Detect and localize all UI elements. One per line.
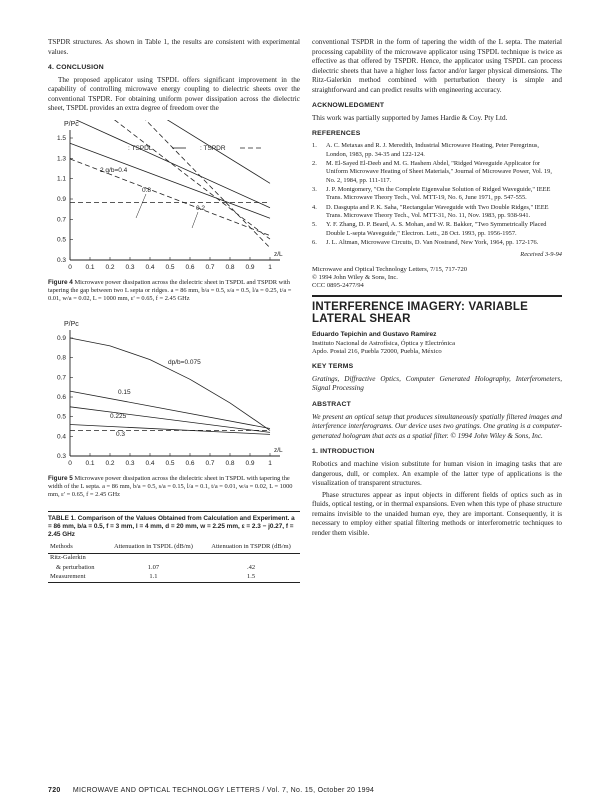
y-tick-label: 0.5 [56, 413, 66, 421]
curve-annotation: 0.15 [118, 388, 131, 396]
section-heading: KEY TERMS [312, 362, 354, 370]
table-cell: Ritz-Galerkin [50, 554, 86, 562]
x-axis-label: z/L [274, 250, 283, 258]
x-tick-label: 0.3 [125, 459, 135, 467]
article-title: INTERFERENCE IMAGERY: VARIABLE LATERAL SHEAR [312, 295, 562, 326]
y-tick-label: 0.7 [56, 373, 66, 381]
column-header: Attenuation in TSPDR (dB/m) [202, 542, 300, 553]
y-tick-label: 0.7 [56, 216, 66, 224]
x-tick-label: 1 [268, 263, 272, 271]
ref-number: 3. [312, 186, 317, 194]
authors: Eduardo Tepichin and Gustavo Ramírez [312, 330, 437, 338]
table-cell: .42 [246, 563, 256, 571]
x-tick-label: 0.4 [145, 263, 155, 271]
ref-number: 6. [312, 239, 317, 247]
curve-annotation: dp/b=0.075 [168, 358, 201, 366]
x-tick-label: 0.1 [85, 459, 95, 467]
left-column [48, 38, 300, 583]
list-item [312, 221, 562, 238]
table-cell [202, 553, 300, 563]
annotation-leader [192, 212, 198, 228]
ref-text: A. C. Metaxas and R. J. Meredith, Industrial Microwave Heating, Peter Peregrinus, London, 1983, pp. 34-35 and 122-124. [326, 142, 539, 158]
ref-text: M. El-Sayed El-Deeb and M. G. Hashem Abdel, "Ridged Waveguide Applicator for Uniform Microwave Heating of Sheet Materials," Journal of Microwave Power, Vol. 19, No. 2, 1984, pp. 111-117. [326, 160, 552, 184]
table-1 [48, 511, 300, 583]
curve-annotation: 2 g/b=0.4 [100, 166, 128, 174]
section-heading: 1. INTRODUCTION [312, 448, 375, 456]
ref-text: J. P. Montgomery, "On the Complete Eigenvalue Solution of Ridged Waveguide," IEEE Trans. Microwave Theory Tech., Vol. MTT-19, No. 6, June 1971, pp. 547-555. [326, 186, 551, 202]
figure-label: Figure 4 [48, 278, 73, 286]
x-tick-label: 0.8 [225, 263, 235, 271]
figure-4-caption [48, 279, 300, 304]
x-tick-label: 0.6 [185, 459, 195, 467]
received-date: Received 3-9-94 [520, 251, 562, 259]
caption-text: Microwave power dissipation across the dielectric sheet in TSPDL with tapering the width of the L septa. a = 86 mm, b/a = 0.5, s/a = 0.15, l/a = 0.1, t/a = 0.01, w/a = 0.02, L = 1000 mm, ε' = 0.65, f = 2.45 GHz [48, 474, 293, 498]
x-axis-label: z/L [274, 446, 283, 454]
x-tick-label: 0 [68, 263, 72, 271]
ref-number: 1. [312, 142, 317, 150]
section-heading: 4. CONCLUSION [48, 64, 104, 71]
reference-list [312, 142, 562, 247]
figure-4-chart [48, 120, 300, 276]
y-tick-label: 0.6 [56, 393, 66, 401]
x-tick-label: 0.2 [105, 263, 115, 271]
list-item [312, 239, 562, 247]
series-line [70, 406, 270, 432]
affiliation-line: Apdo. Postal 216, Puebla 72000, Puebla, México [312, 347, 442, 355]
table-row [48, 573, 300, 583]
section-heading: REFERENCES [312, 130, 361, 138]
x-tick-label: 1 [268, 459, 272, 467]
table-cell: Measurement [48, 573, 105, 583]
annotation-leader [136, 194, 146, 218]
y-axis-label: P/Pc [64, 320, 79, 328]
y-tick-label: 0.3 [56, 452, 66, 460]
ref-text: Y. F. Zhang, D. P. Beard, A. S. Mohan, and W. R. Bakker, "Two Symmetrically Placed Double L-septa Waveguide," Electron. Lett., 28 Oct. 1993, pp. 1956-1957. [326, 221, 547, 237]
x-tick-label: 0.9 [245, 459, 255, 467]
list-item [312, 142, 562, 159]
journal-line: Microwave and Optical Technology Letters, 7/15, 717-720 [312, 265, 468, 273]
x-tick-label: 0.2 [105, 459, 115, 467]
x-tick-label: 0.5 [165, 263, 175, 271]
column-header: Methods [48, 542, 105, 553]
caption-text: Microwave power dissipation across the dielectric sheet in TSPDL and TSPDR with tapering the gap between two L septa or ridges. a = 86 mm, b/a = 0.5, s/a = 0.5, l/a = 0.25, t/a = 0.01, w/a = 0.02, L = 1000 mm, ε' = 0.65, f = 2.45 GHz [48, 278, 292, 303]
table-cell [105, 553, 202, 563]
ref-number: 4. [312, 203, 317, 211]
section-heading: ABSTRACT [312, 400, 351, 408]
y-tick-label: 0.9 [56, 195, 66, 203]
x-tick-label: 0.5 [165, 459, 175, 467]
curve-annotation: 0.8 [142, 186, 152, 194]
x-tick-label: 0.9 [245, 263, 255, 271]
y-tick-label: 1.1 [56, 175, 66, 183]
y-tick-label: 1.3 [56, 155, 66, 163]
x-tick-label: 0.6 [185, 263, 195, 271]
curve-annotation: 0.3 [116, 430, 126, 438]
right-column [312, 38, 562, 540]
affiliation-line: Instituto Nacional de Astrofísica, Óptica y Electrónica [312, 339, 456, 347]
journal-footer: MICROWAVE AND OPTICAL TECHNOLOGY LETTERS / Vol. 7, No. 15, October 20 1994 [72, 787, 375, 794]
legend-label: : TSPDL [128, 144, 153, 152]
section-heading: ACKNOWLEDGMENT [312, 102, 385, 109]
comparison-table [48, 542, 300, 583]
list-item [312, 204, 562, 221]
paragraph: TSPDR structures. As shown in Table 1, the results are consistent with experimental values. [48, 38, 300, 56]
figure-5-caption [48, 475, 300, 500]
journal-info [312, 266, 562, 291]
y-tick-label: 1.5 [56, 134, 66, 142]
y-tick-label: 0.8 [56, 354, 66, 362]
table-cell: 1.5 [202, 573, 300, 583]
journal-line: © 1994 John Wiley & Sons, Inc. [312, 274, 398, 282]
figure-5-chart [48, 318, 300, 472]
legend-label: : TSPDR [200, 144, 226, 152]
y-tick-label: 0.9 [56, 334, 66, 342]
x-tick-label: 0.7 [205, 459, 215, 467]
y-axis-label: P/Pc [64, 120, 79, 128]
x-tick-label: 0.1 [85, 263, 95, 271]
curve-annotation: 0.225 [110, 412, 127, 420]
y-tick-label: 0.4 [56, 432, 66, 440]
paragraph: The proposed applicator using TSPDL offers significant improvement in the capability of controlling microwave energy coupling to dielectric sheets over the conventional TSPDR. For obtaining uniform power dissipation across the dielectric sheet, TSPDL provides an extra degree of freedom over the [48, 75, 300, 113]
ref-text: J. L. Altman, Microwave Circuits, D. Van Nostrand, New York, 1964, pp. 172-176. [326, 239, 539, 247]
abstract: We present an optical setup that produces simultaneously spatially filtered images and interference interferograms. Our device uses two gratings. One grating is a computer-generated hologram that acts as a spatial filter. © 1994 John Wiley & Sons, Inc. [312, 412, 562, 440]
series-line [70, 424, 270, 434]
list-item [312, 160, 562, 185]
series-line [70, 338, 270, 430]
ref-text: D. Dasgupta and P. K. Saha, "Rectangular Waveguide with Two Double Ridges," IEEE Trans. Microwave Theory Tech., Vol. MTT-31, No. 11, Nov. 1983, pp. 938-941. [326, 203, 549, 220]
figure-label: Figure 5 [48, 474, 73, 482]
y-tick-label: 0.3 [56, 256, 66, 264]
table-caption: TABLE 1. Comparison of the Values Obtained from Calculation and Experiment. a = 86 mm, b/a = 0.5, f = 3 mm, l = 4 mm, d = 20 mm, w = 2.25 mm, ε = 2.3 − j0.27, f = 2.45 GHz [48, 511, 300, 539]
y-tick-label: 0.5 [56, 236, 66, 244]
table-cell: 1.1 [105, 573, 202, 583]
journal-line: CCC 0895-2477/94 [312, 282, 364, 290]
key-terms: Gratings, Diffractive Optics, Computer Generated Holography, Interferometers, Signal Processing [312, 374, 562, 393]
x-tick-label: 0 [68, 459, 72, 467]
paragraph: Robotics and machine vision substitute for human vision in imaging tasks that are dangerous, dull, or complex. An example of the latter type of applications is the visualization of transparent structures. [312, 460, 562, 488]
column-header: Attenuation in TSPDL (dB/m) [105, 542, 202, 553]
series-line [70, 120, 270, 248]
page-footer [48, 786, 562, 795]
x-tick-label: 0.7 [205, 263, 215, 271]
ref-number: 2. [312, 160, 317, 168]
paragraph: This work was partially supported by James Hardie & Coy. Pty Ltd. [312, 113, 508, 122]
page-number: 720 [48, 787, 61, 794]
table-cell: & perturbation [56, 563, 95, 571]
x-tick-label: 0.4 [145, 459, 155, 467]
x-tick-label: 0.3 [125, 263, 135, 271]
table-cell: 1.07 [147, 563, 160, 571]
affiliation [312, 340, 562, 356]
table-row [48, 553, 300, 563]
series-line [70, 143, 270, 218]
paragraph: Phase structures appear as input objects in different fields of optics such as in fluids, optical testing, or in thermal expansions. Even when this type of phase structure remains invisible to the unaided human eye, they are important. Consequently, it is necessary to employ either spatial filtering methods or interferometric techniques to render them visible. [312, 490, 562, 537]
curve-annotation: 0.2 [196, 204, 206, 212]
x-tick-label: 0.8 [225, 459, 235, 467]
series-line [70, 120, 270, 239]
list-item [312, 186, 562, 203]
paragraph: conventional TSPDR in the form of tapering the width of the L septa. The material processing capability of the microwave applicator using TSPDL technique is twice as effective as that offered by TSPDR. Hence, the applicator using TSPDL can process dielectric sheets that have a higher loss factor and/or larger physical dimensions. The Ritz-Galerkin method combined with perturbation theory is simple and straightforward and can predict results with engineering accuracy. [312, 38, 562, 94]
table-row [48, 563, 300, 573]
ref-number: 5. [312, 221, 317, 229]
series-line [70, 120, 270, 208]
